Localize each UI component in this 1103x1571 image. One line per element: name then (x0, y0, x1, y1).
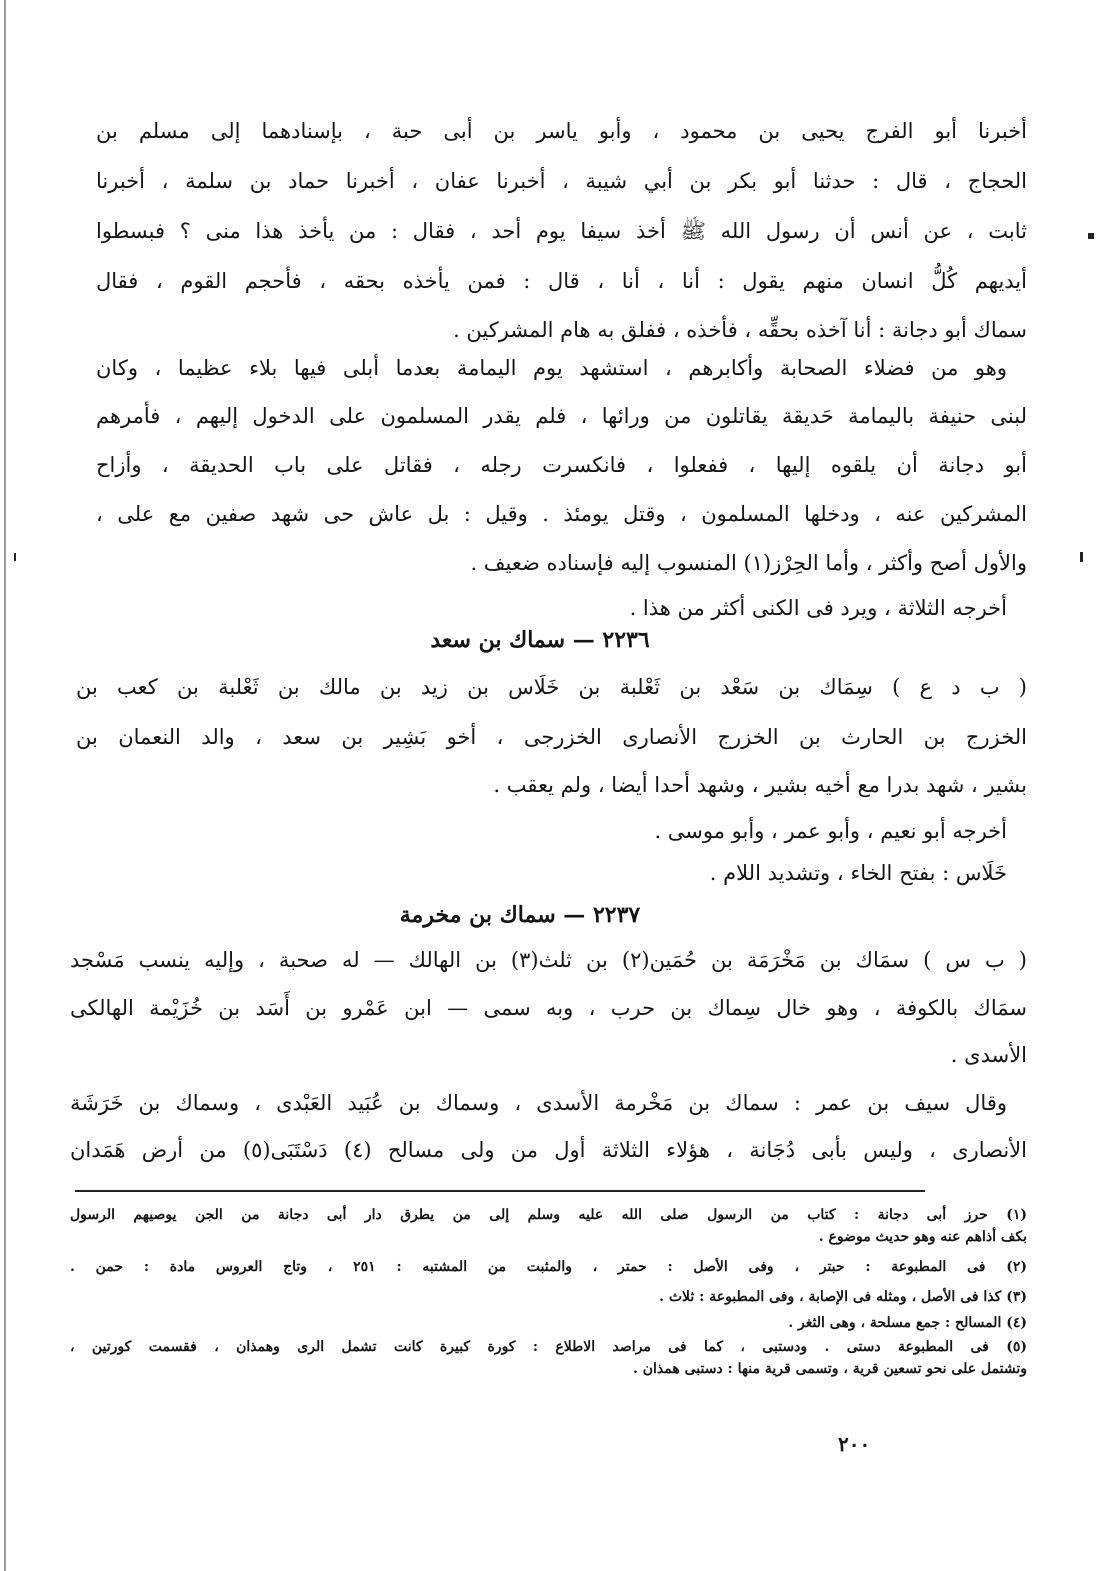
footnote-line: وتشتمل على نحو تسعين قرية ، وتسمى قرية منها : دستبى همذان . (632, 1361, 1027, 1377)
text-line: أيديهم كُلُّ انسان منهم يقول : أنا ، أنا ، قال : فمن يأخذه بحقه ، فأحجم القوم ، فقال (96, 269, 1027, 293)
paragraph-hadith (96, 116, 1027, 342)
text-line: بشير ، شهد بدرا مع أخيه بشير ، وشهد أحدا أيضا ، ولم يعقب . (493, 773, 1027, 797)
footnote-line: بكف أذاهم عنه وهو حديث موضوع . (818, 1229, 1027, 1245)
footnote-line: (٣) كذا فى الأصل ، ومثله فى الإصابة ، وفى المطبوعة : ثلاث . (659, 1289, 1027, 1305)
footnote-separator (75, 1190, 925, 1192)
entry-heading-2237: ٢٢٣٧ — سماك بن مخرمة (399, 902, 641, 928)
entry-2237-text (70, 945, 1027, 1185)
text-line: المشركين عنه ، ودخلها المسلمون ، وقتل يومئذ . وقيل : بل عاش حى شهد صفين مع على ، (96, 502, 1027, 526)
scan-speck (1080, 552, 1083, 562)
text-line: ( ب س ) سمَاك بن مَخْرَمَة بن حُمَين(٢) بن ثلث(٣) بن الهالك — له صحبة ، وإليه ينسب مَسْجد (70, 948, 1027, 972)
text-line: أبو دجانة أن يلقوه إليها ، ففعلوا ، فانكسرت رجله ، فقاتل على باب الحديقة ، وأزاح (96, 453, 1027, 477)
text-line: خَلَاس : بفتح الخاء ، وتشديد اللام . (709, 861, 1007, 885)
paragraph-biography (96, 353, 1027, 633)
text-line: سمَاك بالكوفة ، وهو خال سِماك بن حرب ، وبه سمى — ابن عَمْرو بن أَسَد بن خُزَيْمة الهالكى (70, 996, 1027, 1020)
text-line: ( ب د ع ) سِمَاك بن سَعْد بن ثَعْلبة بن خَلَاس بن زيد بن مالك بن ثَعْلبة بن كعب بن (76, 675, 1027, 699)
text-line: الأسدى . (950, 1043, 1027, 1067)
footnote-line: (٤) المسالح : جمع مسلحة ، وهى الثغر . (788, 1315, 1027, 1331)
footnote-line: (١) حرز أبى دجانة : كتاب من الرسول صلى الله عليه وسلم إلى من يطرق دار أبى دجانة من الجن يوصيهم الرسول (70, 1207, 1027, 1223)
text-line: أخرجه الثلاثة ، ويرد فى الكنى أكثر من هذا . (629, 596, 1007, 620)
page-number: ٢٠٠ (838, 1432, 871, 1456)
footnotes (70, 1204, 1027, 1404)
text-line: الخزرج بن الحارث بن الخزرج الأنصارى الخزرجى ، أخو بَشِير بن سعد ، والد النعمان بن (76, 725, 1027, 749)
entry-heading-2236: ٢٢٣٦ — سماك بن سعد (430, 627, 650, 653)
text-line: الأنصارى ، وليس بأبى دُجَانة ، هؤلاء الثلاثة أول من ولى مسالح (٤) دَسْتَبَى(٥) من أرض هَمَدان (70, 1138, 1027, 1162)
text-line: وهو من فضلاء الصحابة وأكابرهم ، استشهد يوم اليمامة بعدما أبلى فيها بلاء عظيما ، وكان (96, 356, 1007, 380)
footnote-line: (٥) فى المطبوعة دستى . ودستبى ، كما فى مراصد الاطلاع : كورة كبيرة كانت تشمل الرى وهمذان ، فقسمت كورتين ، (70, 1339, 1027, 1355)
text-line: لبنى حنيفة باليمامة حَديقة يقاتلون من ورائها ، فلم يقدر المسلمون على الدخول إليهم ، فأمرهم (96, 404, 1027, 428)
text-line: سماك أبو دجانة : أنا آخذه بحقِّه ، فأخذه ، ففلق به هام المشركين . (453, 318, 1027, 342)
footnote-line: (٢) فى المطبوعة : حبتر ، وفى الأصل : حمتر ، والمثبت من المشتبه : ٢٥١ ، وتاج العروس مادة : حمن . (70, 1259, 1027, 1275)
scan-edge-line (4, 0, 6, 1571)
text-line: وقال سيف بن عمر : سماك بن مَخْرمة الأسدى ، وسماك بن عُبَيد العَبْدى ، وسماك بن خَرَشَة (70, 1091, 1007, 1115)
text-line: الحجاج ، قال : حدثنا أبو بكر بن أبي شيبة ، أخبرنا عفان ، أخبرنا حماد بن سلمة ، أخبرنا (96, 169, 1027, 193)
text-line: والأول أصح وأكثر ، وأما الحِرْز(١) المنسوب إليه فإسناده ضعيف . (470, 551, 1027, 575)
scan-speck (14, 553, 16, 561)
text-line: أخبرنا أبو الفرج يحيى بن محمود ، وأبو ياسر بن أبى حبة ، بإسنادهما إلى مسلم بن (96, 119, 1027, 143)
scan-speck (1088, 233, 1094, 239)
entry-2236-text (76, 672, 1027, 892)
text-line: ثابت ، عن أنس أن رسول الله ﷺ أخذ سيفا يوم أحد ، فقال : من يأخذ هذا منى ؟ فبسطوا (96, 219, 1027, 243)
text-line: أخرجه أبو نعيم ، وأبو عمر ، وأبو موسى . (654, 819, 1007, 843)
